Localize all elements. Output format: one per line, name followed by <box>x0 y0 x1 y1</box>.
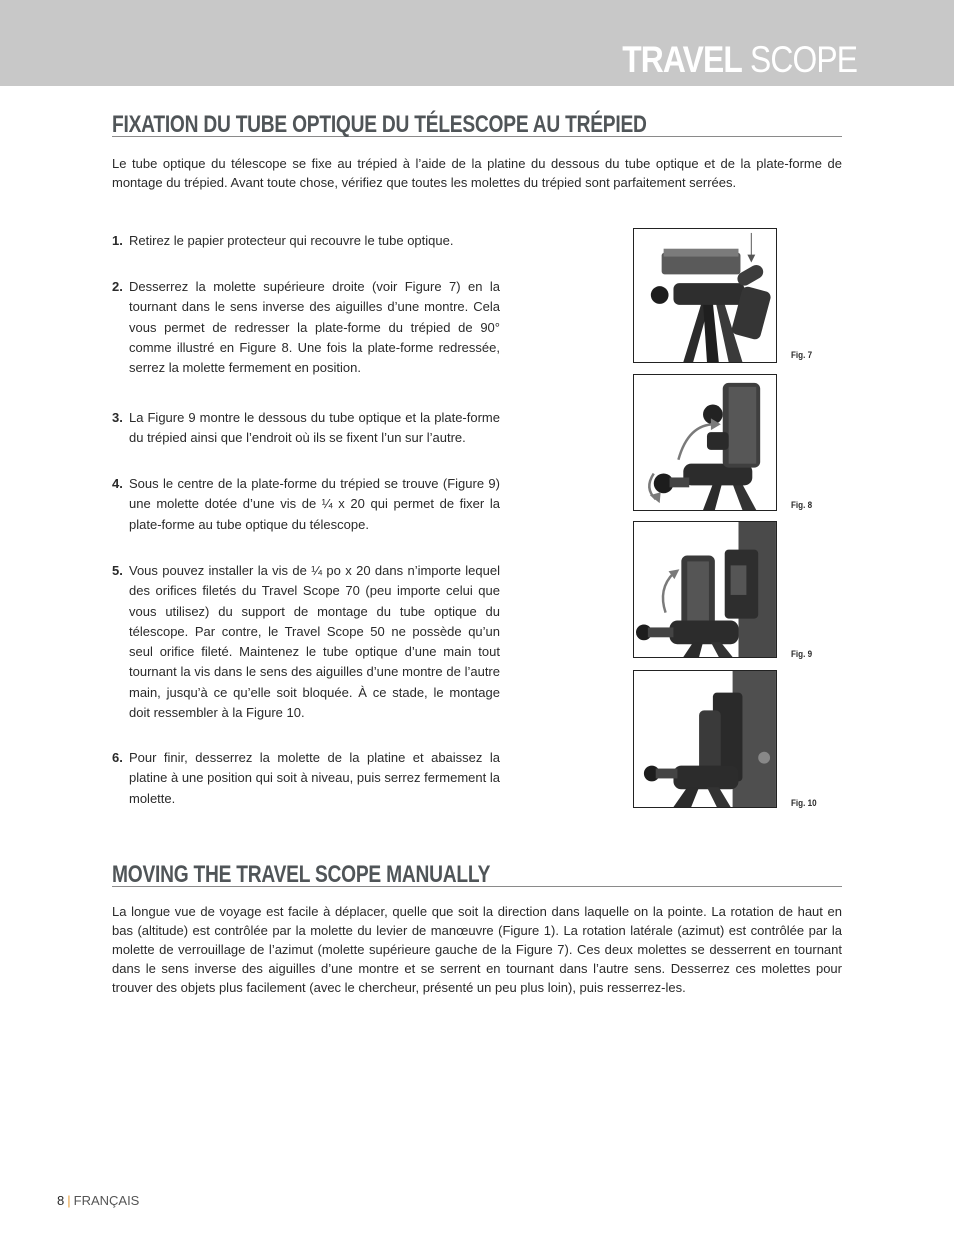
header-band <box>0 0 954 86</box>
figure-8-tripod-platform-raised-photo <box>633 374 777 511</box>
figure-8-label: Fig. 8 <box>791 500 813 511</box>
figure-9-tube-and-platform-photo <box>633 521 777 658</box>
figure-9-label: Fig. 9 <box>791 649 813 660</box>
moving-paragraph: La longue vue de voyage est facile à déplacer, quelle que soit la direction dans laquelle on la pointe. La rotation de haut en bas (altitude) est contrôlée par la molette du levier de manœuvre (Figure 1). La rotation latérale (azimut) est contrôlée par la molette de verrouillage de l’azimut (molette supérieure gauche de la Figure 7). Ces deux molettes se desserrent en tournant dans le sens inverse des aiguilles d’une montre et se serrent en tournant dans l’autre sens. Desserrez ces molettes pour trouver des objets plus facilement (avec le chercheur, présenté un peu plus loin), puis resserrez-les. <box>112 904 842 995</box>
tube-and-platform-photo-icon <box>634 522 776 657</box>
page-footer <box>57 1193 139 1208</box>
tripod-platform-raised-photo-icon <box>634 375 776 510</box>
tube-mounted-photo-icon <box>634 671 776 807</box>
intro-paragraph: Le tube optique du télescope se fixe au trépied à l’aide de la platine du dessous du tube optique et de la plate-forme de montage du trépied. Avant toute chose, vérifiez que toutes les molettes du trépied sont parfaitement serrées. <box>112 156 842 190</box>
brand-light: SCOPE <box>749 39 857 80</box>
step-4: 4. Sous le centre de la plate-forme du trépied se trouve (Figure 9) une molette dotée d’une vis de ¼ x 20 qui permet de fixer la plate-forme au tube optique du télescope. <box>112 476 500 532</box>
figure-7-label: Fig. 7 <box>791 350 813 361</box>
tripod-head-photo-icon <box>634 229 776 362</box>
step-3: 3. La Figure 9 montre le dessous du tube optique et la plate-forme du trépied ainsi que l’endroit où ils se fixent l’un sur l’autre. <box>112 410 500 446</box>
figure-10-tube-mounted-photo <box>633 670 777 808</box>
step-5: 5. Vous pouvez installer la vis de ¼ po x 20 dans n’importe lequel des orifices filetés du Travel Scope 70 (peu importe celui que vous utilisez) du support de montage du tube optique du télescope. Par contre, le Travel Scope 50 ne possède qu’un seul orifice fileté. Maintenez le tube optique d’une main tout tournant la vis dans le sens des aiguilles d’une montre de l’autre main, jusqu’à ce qu’elle soit bloquée. À ce stade, le montage doit ressembler à la Figure 10. <box>112 563 500 721</box>
figure-10-label: Fig. 10 <box>791 798 817 809</box>
figure-7-tripod-head-photo <box>633 228 777 363</box>
brand-bold: TRAVEL <box>622 39 742 80</box>
section-title-fixation: FIXATION DU TUBE OPTIQUE DU TÉLESCOPE AU TRÉPIED <box>112 111 842 137</box>
page-number: 8 <box>57 1193 65 1208</box>
footer-separator: | <box>67 1193 71 1208</box>
step-6: 6. Pour finir, desserrez la molette de la platine et abaissez la platine à une position qui soit à niveau, puis serrez fermement la molette. <box>112 750 500 806</box>
section-title-moving: MOVING THE TRAVEL SCOPE MANUALLY <box>112 861 842 887</box>
footer-language: FRANÇAIS <box>73 1193 140 1208</box>
step-2: 2. Desserrez la molette supérieure droite (voir Figure 7) en la tournant dans le sens inverse des aiguilles d’une montre. Cela vous permet de redresser la plate-forme du trépied de 90° comme illustré en Figure 8. Une fois la plate-forme redressée, serrez la molette fermement en position. <box>112 279 500 376</box>
brand-title <box>622 38 857 82</box>
step-1: 1. Retirez le papier protecteur qui recouvre le tube optique. <box>112 233 454 248</box>
